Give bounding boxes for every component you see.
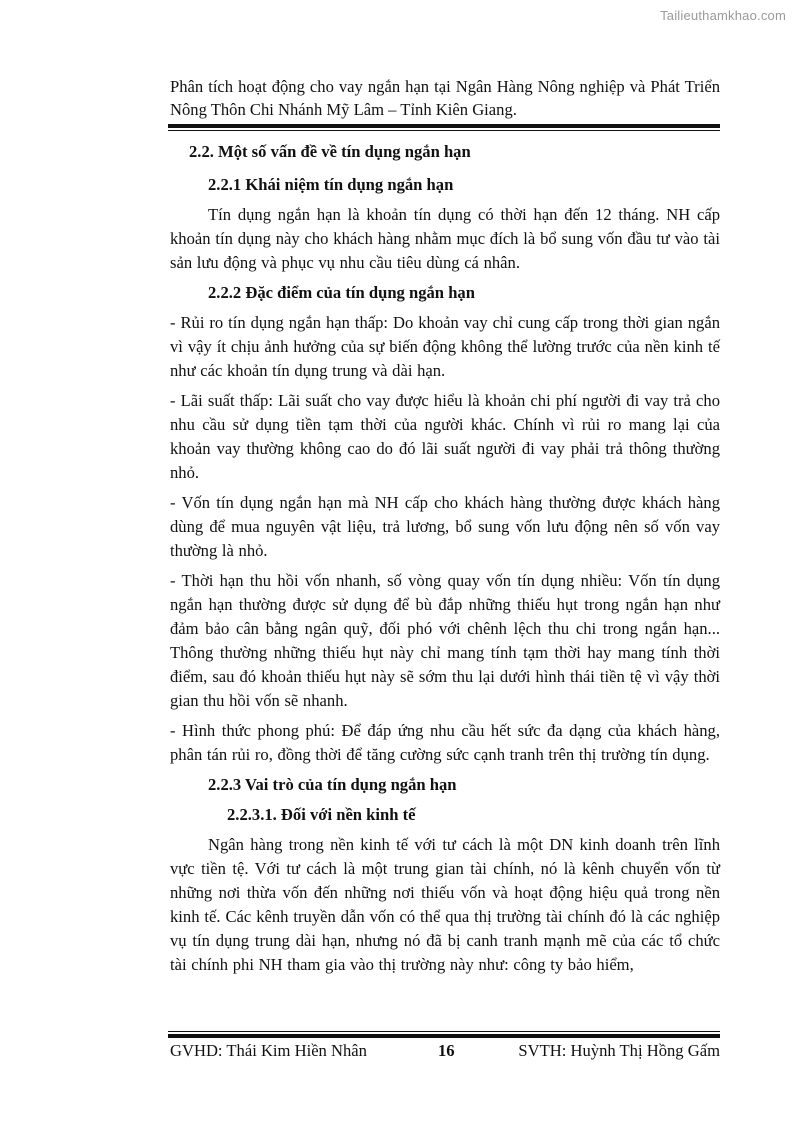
- subsection-heading: 2.2.3 Vai trò của tín dụng ngắn hạn: [208, 775, 457, 794]
- page-footer: [170, 1040, 720, 1064]
- paragraph: Tín dụng ngắn hạn là khoản tín dụng có thời hạn đến 12 tháng. NH cấp khoản tín dụng này cho khách hàng nhằm mục đích là bổ sung vốn đầu tư vào tài sản lưu động và phục vụ nhu cầu tiêu dùng cá nhân.: [170, 205, 720, 272]
- bullet-paragraph: - Rủi ro tín dụng ngắn hạn thấp: Do khoản vay chỉ cung cấp trong thời gian ngắn vì vậy ít chịu ảnh hưởng của sự biến động không thể lường trước của nền kinh tế như các khoản tín dụng trung và dài hạn.: [170, 313, 720, 380]
- footer-divider-thin: [168, 1031, 720, 1032]
- student-name: SVTH: Huỳnh Thị Hồng Gấm: [518, 1041, 720, 1060]
- page-number: 16: [438, 1041, 455, 1060]
- subsubsection-heading: 2.2.3.1. Đối với nền kinh tế: [227, 805, 416, 824]
- paragraph: Ngân hàng trong nền kinh tế với tư cách là một DN kinh doanh trên lĩnh vực tiền tệ. Với tư cách là một trung gian tài chính, nó là kênh chuyển vốn từ những nơi thừa vốn đến những nơi thiếu vốn và hoạt động hiệu quả trong nền kinh tế. Các kênh truyền dẫn vốn có thể qua thị trường tài chính đó là các nghiệp vụ tín dụng trung dài hạn, nhưng nó đã bị canh tranh mạnh mẽ của các tổ chức tài chính phi NH tham gia vào thị trường này như: công ty bảo hiểm,: [170, 835, 720, 974]
- subsection-heading: 2.2.2 Đặc điểm của tín dụng ngắn hạn: [208, 283, 475, 302]
- document-body: [170, 140, 720, 983]
- bullet-paragraph: - Lãi suất thấp: Lãi suất cho vay được hiểu là khoản chi phí người đi vay trả cho nhu cầu sử dụng tiền tạm thời của người khác. Chính vì rủi ro mang lại của khoản vay thường không cao do đó lãi suất người đi vay phải trả thông thường nhỏ.: [170, 391, 720, 482]
- bullet-paragraph: - Vốn tín dụng ngắn hạn mà NH cấp cho khách hàng thường được khách hàng dùng để mua nguyên vật liệu, trả lương, bổ sung vốn lưu động nên số vốn vay thường là nhỏ.: [170, 493, 720, 560]
- watermark: Tailieuthamkhao.com: [660, 8, 786, 23]
- header-divider: [168, 124, 720, 128]
- advisor-name: GVHD: Thái Kim Hiền Nhân: [170, 1041, 367, 1060]
- section-heading: 2.2. Một số vấn đề về tín dụng ngắn hạn: [189, 142, 471, 161]
- subsection-heading: 2.2.1 Khái niệm tín dụng ngắn hạn: [208, 175, 454, 194]
- page-header: Phân tích hoạt động cho vay ngắn hạn tại Ngân Hàng Nông nghiệp và Phát Triển Nông Thôn Chi Nhánh Mỹ Lâm – Tỉnh Kiên Giang.: [170, 77, 720, 119]
- bullet-paragraph: - Hình thức phong phú: Để đáp ứng nhu cầu hết sức đa dạng của khách hàng, phân tán rủi ro, đồng thời để tăng cường sức cạnh tranh trên thị trường tín dụng.: [170, 721, 720, 764]
- bullet-paragraph: - Thời hạn thu hồi vốn nhanh, số vòng quay vốn tín dụng nhiều: Vốn tín dụng ngắn hạn thường được sử dụng để bù đắp những thiếu hụt trong ngắn hạn như đảm bảo cân bằng ngân quỹ, đối phó với chênh lệch thu chi trong ngắn hạn... Thông thường những thiếu hụt này chỉ mang tính tạm thời hay mang tính thời điểm, sau đó khoản thiếu hụt này sẽ sớm thu lại dưới hình thái tiền tệ vì vậy thời gian thu hồi vốn sẽ nhanh.: [170, 571, 720, 710]
- footer-divider: [168, 1034, 720, 1038]
- header-divider-thin: [168, 130, 720, 131]
